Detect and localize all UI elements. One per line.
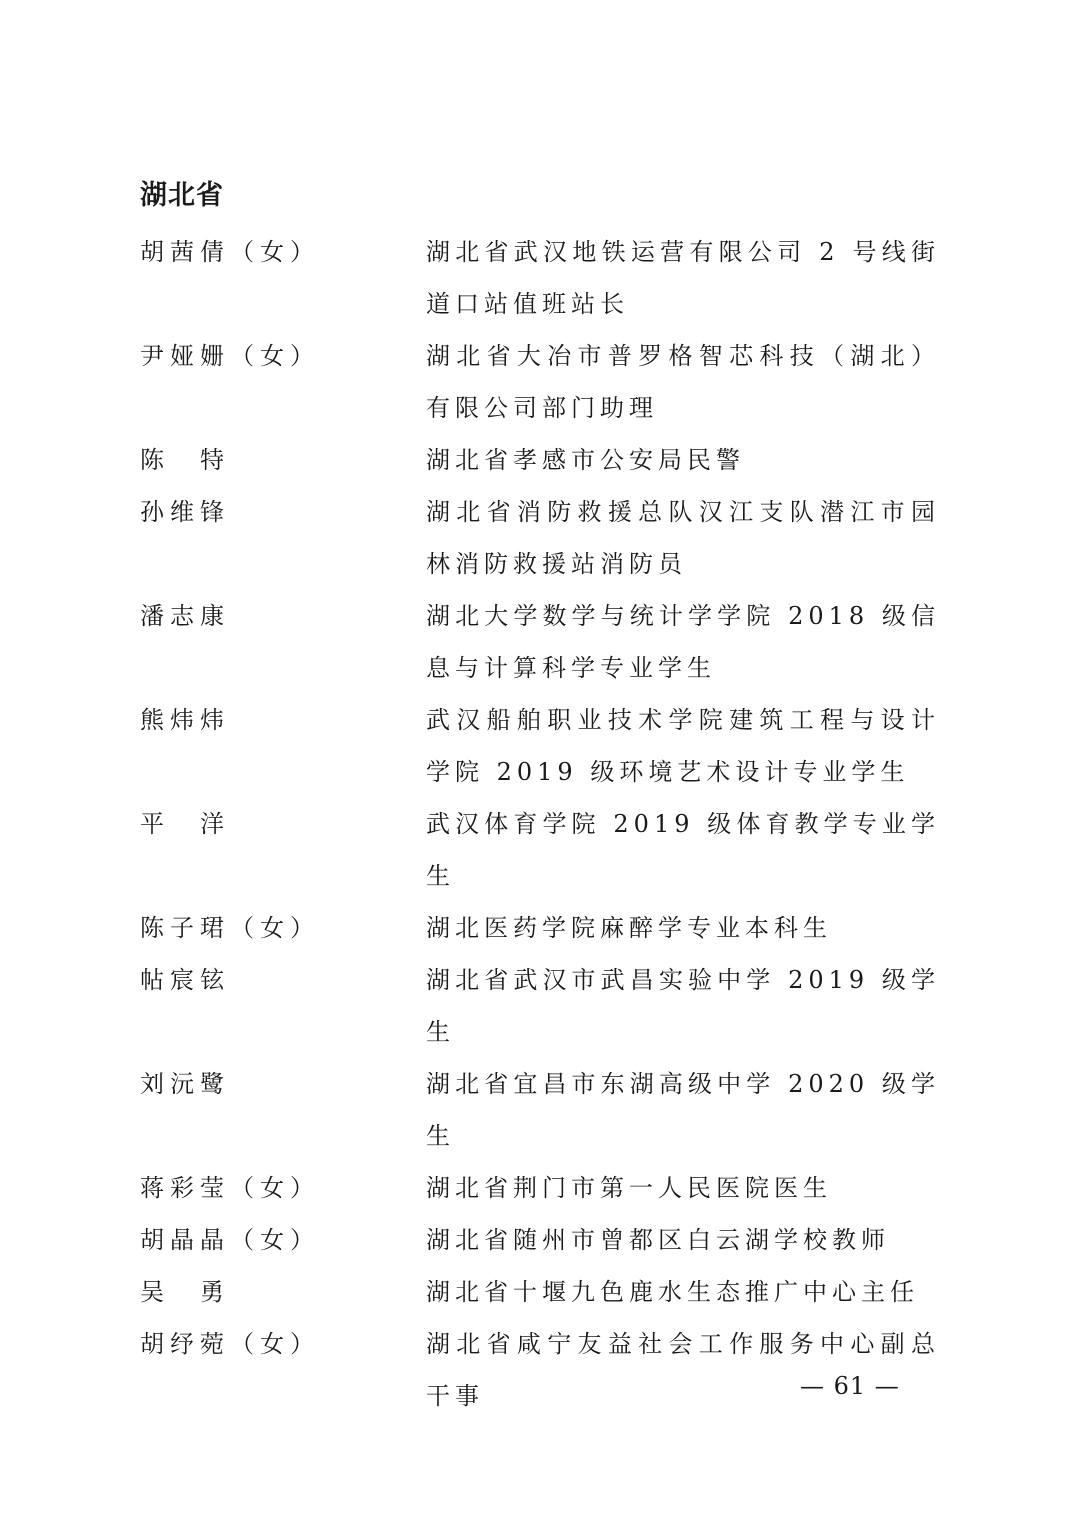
person-description: 湖北省大冶市普罗格智芯科技（湖北）有限公司部门助理 [426,342,940,422]
person-name: 陈 特 [140,446,230,474]
list-item [140,1266,940,1318]
person-description: 武汉船舶职业技术学院建筑工程与设计学院 2019 级环境艺术设计专业学生 [426,706,940,786]
person-description: 武汉体育学院 2019 级体育教学专业学生 [426,810,940,890]
list-item [140,902,940,954]
person-description: 湖北省消防救援总队汉江支队潜江市园林消防救援站消防员 [426,498,940,578]
list-item [140,226,940,330]
honoree-list [140,226,940,1422]
person-description: 湖北省随州市曾都区白云湖学校教师 [426,1226,890,1254]
person-description: 湖北省武汉地铁运营有限公司 2 号线街道口站值班站长 [426,238,940,318]
person-description: 湖北大学数学与统计学学院 2018 级信息与计算科学专业学生 [426,602,940,682]
list-item [140,590,940,694]
person-description: 湖北省孝感市公安局民警 [426,446,745,474]
person-name: 帖宸铉 [140,966,230,994]
person-description: 湖北省荆门市第一人民医院医生 [426,1174,832,1202]
person-name: 胡茜倩（女） [140,238,320,266]
list-item [140,434,940,486]
person-description: 湖北省武汉市武昌实验中学 2019 级学生 [426,966,940,1046]
person-name: 胡纾菀（女） [140,1330,320,1358]
list-item [140,694,940,798]
person-description: 湖北省十堰九色鹿水生态推广中心主任 [426,1278,919,1306]
list-item [140,798,940,902]
list-item [140,1058,940,1162]
list-item [140,1162,940,1214]
section-heading: 湖北省 [140,180,224,211]
person-name: 刘沅鹭 [140,1070,230,1098]
person-description: 湖北医药学院麻醉学专业本科生 [426,914,832,942]
person-description: 湖北省宜昌市东湖高级中学 2020 级学生 [426,1070,940,1150]
person-name: 潘志康 [140,602,230,630]
person-name: 陈子珺（女） [140,914,320,942]
list-item [140,954,940,1058]
person-name: 尹娅姗（女） [140,342,320,370]
page-number: — 61 — [800,1372,900,1400]
person-name: 吴 勇 [140,1278,230,1306]
person-name: 熊炜炜 [140,706,230,734]
list-item [140,1214,940,1266]
list-item [140,486,940,590]
person-name: 平 洋 [140,810,230,838]
person-description: 湖北省咸宁友益社会工作服务中心副总干事 [426,1330,940,1410]
person-name: 孙维锋 [140,498,230,526]
person-name: 蒋彩莹（女） [140,1174,320,1202]
list-item [140,330,940,434]
person-name: 胡晶晶（女） [140,1226,320,1254]
